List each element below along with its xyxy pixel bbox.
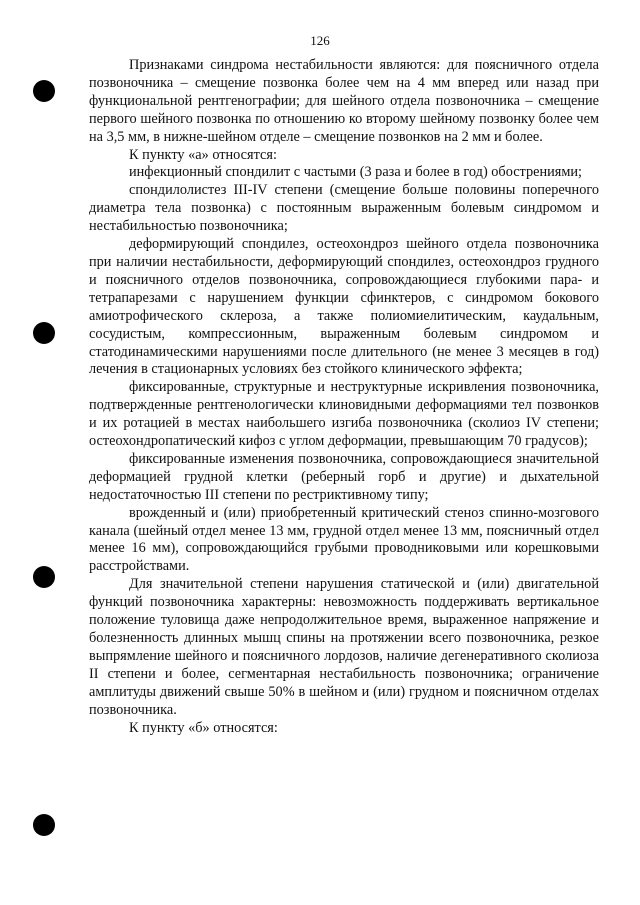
punch-hole-mark xyxy=(33,814,55,836)
punch-hole-mark xyxy=(33,566,55,588)
punch-hole-mark xyxy=(33,322,55,344)
punch-hole-mark xyxy=(33,80,55,102)
paragraph-deforming-spondylosis: деформирующий спондилез, остеохондроз шейного отдела позвоночника при наличии нестабильности, деформирующий спондилез, остеохондроз грудного и поясничного отделов позвоночника, сопровождающиеся глубокими пара- и тетрапарезами с нарушением функции сфинктеров, с синдромом бокового амиотрофического склероза, а также полиомиелитическим, каудальным, сосудистым, компрессионным, выраженным болевым синдромом и статодинамическими нарушениями после длительного (не менее 3 месяцев в год) лечения в стационарных условиях без стойкого клинического эффекта; xyxy=(89,236,599,378)
paragraph-item-a-heading: К пункту «а» относятся: xyxy=(129,146,277,163)
paragraph-spinal-stenosis: врожденный и (или) приобретенный критический стеноз спинно-мозгового канала (шейный отдел менее 13 мм, грудной отдел менее 13 мм, поясничный отдел менее 16 мм), сопровождающийся грубыми проводниковыми или корешковыми расстройствами. xyxy=(89,504,599,575)
paragraph-instability-signs: Признаками синдрома нестабильности являются: для поясничного отдела позвоночника – смещение позвонка более чем на 4 мм вперед или назад при функциональной рентгенографии; для шейного отдела позвоночника – смещение первого шейного позвонка по отношению ко второму шейному позвонку более чем на 3,5 мм, в нижне-шейном отделе – смещение позвонков на 2 мм и более. xyxy=(89,57,599,145)
page-number: 126 xyxy=(310,33,330,48)
paragraph-infectious-spondylitis: инфекционный спондилит с частыми (3 раза и более в год) обострениями; xyxy=(129,164,583,181)
paragraph-significant-impairment: Для значительной степени нарушения статической и (или) двигательной функций позвоночника характерны: невозможность поддерживать вертикальное положение туловища даже непродолжительное время, выраженное напряжение и болезненность длинных мышц спины на протяжении всего позвоночника, резкое выпрямление шейного и поясничного лордозов, наличие дегенеративного сколиоза II степени и более, сегментарная нестабильность позвоночника; ограничение амплитуды движений свыше 50% в шейном и (или) грудном и поясничном отделах позвоночника. xyxy=(89,576,599,718)
paragraph-item-b-heading: К пункту «б» относятся: xyxy=(129,719,278,736)
paragraph-fixed-spine-changes: фиксированные изменения позвоночника, сопровождающиеся значительной деформацией грудной клетки (реберный горб и другие) и дыхательной недостаточностью III степени по рестриктивному типу; xyxy=(89,450,599,503)
document-body xyxy=(89,57,599,737)
paragraph-spondylolisthesis: спондилолистез III-IV степени (смещение больше половины поперечного диаметра тела позвонка) с постоянным выраженным болевым синдромом и нестабильностью позвоночника; xyxy=(89,182,599,235)
paragraph-fixed-curvatures: фиксированные, структурные и неструктурные искривления позвоночника, подтвержденные рентгенологически клиновидными деформациями тел позвонков и их ротацией в местах наибольшего изгиба позвоночника (сколиоз IV степени; остеохондропатический кифоз с углом деформации, превышающим 70 градусов); xyxy=(89,379,599,450)
